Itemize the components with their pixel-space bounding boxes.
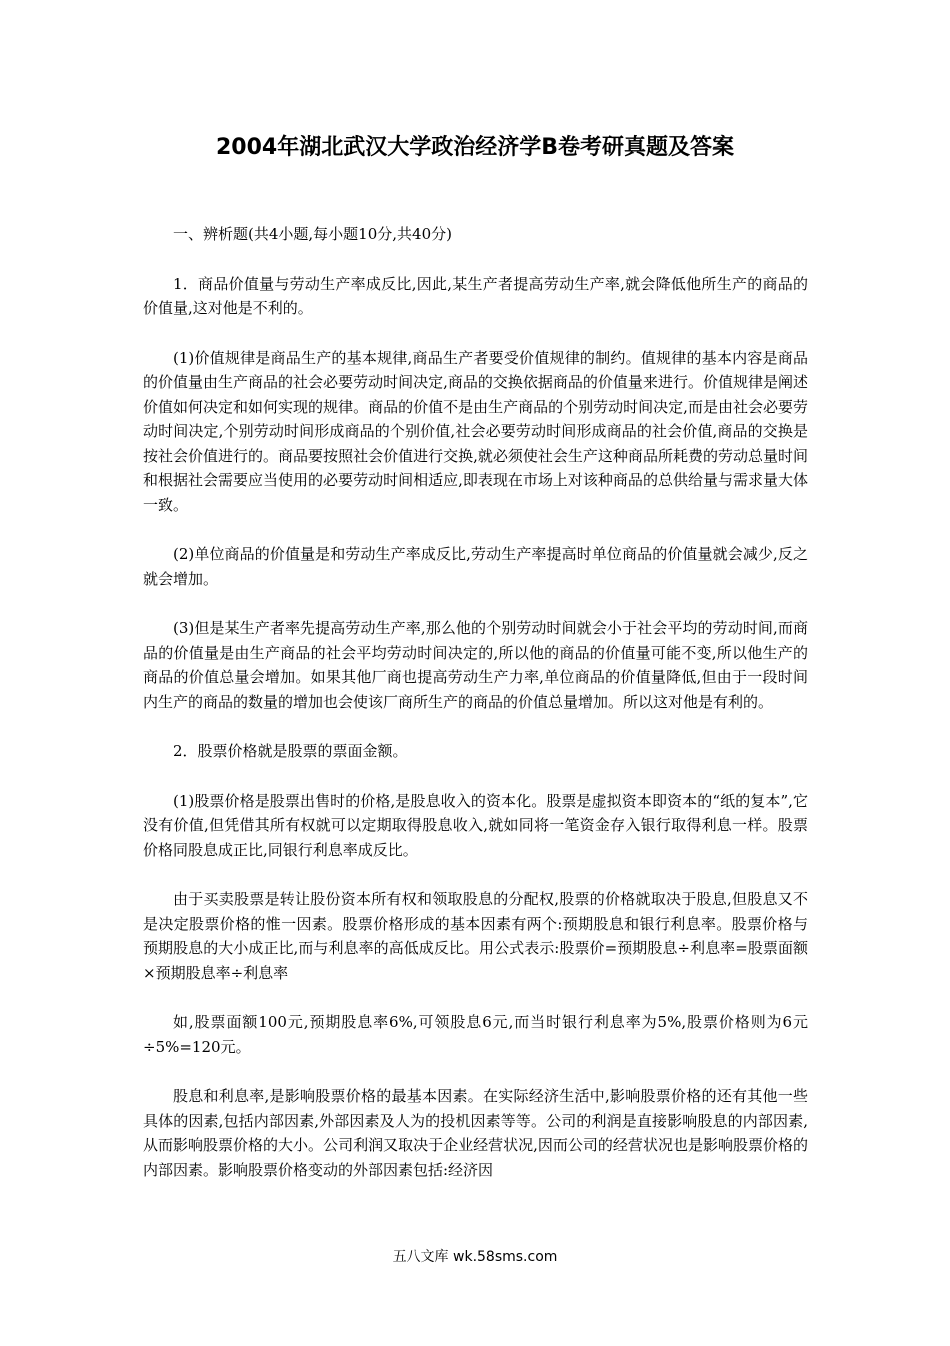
answer-1-part-3: (3)但是某生产者率先提高劳动生产率,那么他的个别劳动时间就会小于社会平均的劳动时间,而商品的价值量是由生产商品的社会平均劳动时间决定的,所以他的商品的价值量可能不变,所以他生产的商品的价值总量会增加。如果其他厂商也提高劳动生产力率,单位商品的价值量降低,但由于一段时间内生产的商品的数量的增加也会使该厂商所生产的商品的价值总量增加。所以这对他是有利的。 <box>143 619 808 711</box>
document-body <box>143 222 808 1207</box>
answer-1-part-2: (2)单位商品的价值量是和劳动生产率成反比,劳动生产率提高时单位商品的价值量就会减少,反之就会增加。 <box>143 545 808 588</box>
section-heading: 一、辨析题(共4小题,每小题10分,共40分) <box>173 225 452 243</box>
answer-1-part-1: (1)价值规律是商品生产的基本规律,商品生产者要受价值规律的制约。值规律的基本内容是商品的价值量由生产商品的社会必要劳动时间决定,商品的交换依据商品的价值量来进行。价值规律是阐述价值如何决定和如何实现的规律。商品的价值不是由生产商品的个别劳动时间决定,而是由社会必要劳动时间决定,个别劳动时间形成商品的个别价值,社会必要劳动时间形成商品的社会价值,商品的交换是按社会价值进行的。商品要按照社会价值进行交换,就必须使社会生产这种商品所耗费的劳动总量时间和根据社会需要应当使用的必要劳动时间相适应,即表现在市场上对该种商品的总供给量与需求量大体一致。 <box>143 348 808 514</box>
answer-2-example: 如,股票面额100元,预期股息率6%,可领股息6元,而当时银行利息率为5%,股票价格则为6元÷5%=120元。 <box>143 1013 808 1056</box>
question-2: 2．股票价格就是股票的票面金额。 <box>173 742 408 760</box>
answer-2-part-1: (1)股票价格是股票出售时的价格,是股息收入的资本化。股票是虚拟资本即资本的“纸的复本”,它没有价值,但凭借其所有权就可以定期取得股息收入,就如同将一笔资金存入银行取得利息一样。股票价格同股息成正比,同银行利息率成反比。 <box>143 791 808 859</box>
document-title: 2004年湖北武汉大学政治经济学B卷考研真题及答案 <box>215 135 734 160</box>
answer-2-paragraph-4: 股息和利息率,是影响股票价格的最基本因素。在实际经济生活中,影响股票价格的还有其他一些具体的因素,包括内部因素,外部因素及人为的投机因素等等。公司的利润是直接影响股息的内部因素,从而影响股票价格的大小。公司利润又取决于企业经营状况,因而公司的经营状况也是影响股票价格的内部因素。影响股票价格变动的外部因素包括:经济因 <box>143 1087 808 1179</box>
page-footer: 五八文库 wk.58sms.com <box>392 1249 558 1265</box>
answer-2-paragraph-2: 由于买卖股票是转让股份资本所有权和领取股息的分配权,股票的价格就取决于股息,但股息又不是决定股票价格的惟一因素。股票价格形成的基本因素有两个:预期股息和银行利息率。股票价格与预期股息的大小成正比,而与利息率的高低成反比。用公式表示:股票价=预期股息÷利息率=股票面额×预期股息率÷利息率 <box>143 890 808 982</box>
question-1: 1．商品价值量与劳动生产率成反比,因此,某生产者提高劳动生产率,就会降低他所生产的商品的价值量,这对他是不利的。 <box>143 274 808 317</box>
